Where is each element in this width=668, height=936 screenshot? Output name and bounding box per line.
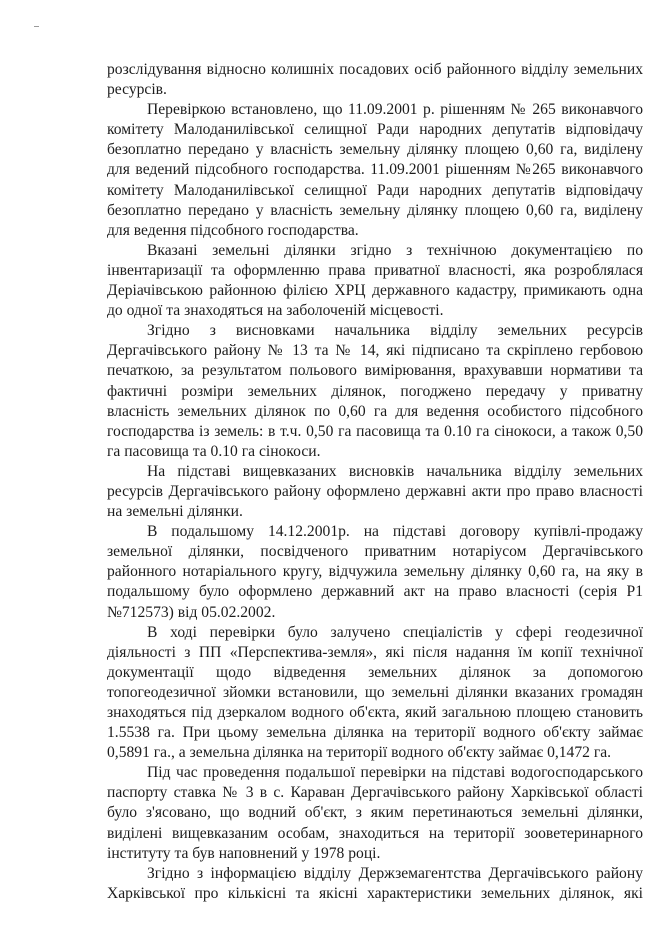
text-line: комітету Малоданилівської селищної Ради народних депутатів відповідачу (107, 121, 643, 139)
text-line: Згідно з висновками начальника відділу земельних ресурсів (147, 322, 643, 340)
text-line: для ведений підсобного господарства. 11.09.2001 рішенням №265 виконавчого (107, 161, 643, 179)
text-line: комітету Малоданилівської селищної Ради народних депутатів відповідачу (107, 181, 643, 199)
text-line: Перевіркою встановлено, що 11.09.2001 р. рішенням № 265 виконавчого (147, 101, 643, 119)
text-line: виділені вищевказаним особам, знаходиться на території зооветеринарного (107, 824, 643, 842)
text-line: районного нотаріального кругу, відчужила земельну ділянку 0,60 га, на яку в (107, 563, 643, 581)
paragraph (107, 60, 643, 100)
text-line: безоплатно передано у власність земельну ділянку площею 0,60 га, виділену (107, 141, 643, 159)
text-line: Деріачівською районною філією ХРЦ державного кадастру, примикають одна (107, 282, 643, 300)
text-line: до одної та знаходяться на заболоченій місцевості. (107, 302, 444, 320)
text-line: топогеодезичної зйомки встановили, що земельні ділянки вказаних громадян (107, 683, 643, 701)
text-line: паспорту ставка № 3 в с. Караван Дергачівського району Харківської області (107, 784, 643, 802)
text-line: Вказані земельні ділянки згідно з технічною документацією по (147, 241, 643, 259)
text-line: фактичні розміри земельних ділянок, погоджено передачу у приватну (107, 382, 643, 400)
paragraph (107, 241, 643, 321)
text-line: діяльності з ПП «Перспектива-земля», які після надання їм копії технічної (107, 643, 643, 661)
paragraph (107, 522, 643, 622)
paragraph (107, 864, 643, 904)
text-line: знаходяться під дзеркалом водного об'єкта, який загальною площею становить (107, 704, 643, 721)
text-line: безоплатно передано у власність земельну ділянку площею 0,60 га, виділену (107, 201, 643, 219)
text-line: інституту та був наповнений у 1978 році. (107, 844, 381, 862)
text-line: подальшому було оформлено державний акт на право власності (серія Р1 (107, 583, 643, 601)
text-line: печаткою, за результатом польового вимірювання, врахувавши нормативи та (107, 362, 643, 380)
text-line: В подальшому 14.12.2001р. на підставі договору купівлі-продажу (147, 523, 643, 541)
text-line: земельної ділянки, посвідченого приватним нотаріусом Дергачівського (107, 543, 643, 561)
paragraph (107, 462, 643, 522)
text-line: на земельні ділянки. (107, 503, 243, 521)
text-line: розслідування відносно колишніх посадових осіб районного відділу земельних (107, 61, 643, 78)
paragraph (107, 321, 643, 462)
text-line: інвентаризації та оформленню права приватної власності, яка розроблялася (107, 261, 643, 279)
text-line: 0,5891 га., а земельна ділянка на території водного об'єкту займає 0,1472 га. (107, 744, 612, 762)
text-line: Під час проведення подальшої перевірки на підставі водогосподарського (147, 764, 643, 782)
text-line: для ведення підсобного господарства. (107, 221, 359, 239)
text-line: документації щодо відведення земельних ділянок за допомогою (107, 663, 643, 681)
paragraph (107, 623, 643, 764)
paragraph (107, 763, 643, 863)
scan-artifact-mark (34, 26, 39, 27)
text-line: №712573) від 05.02.2002. (107, 603, 276, 621)
text-line: власність земельних ділянок по 0,60 га для ведення особистого підсобного (107, 402, 643, 420)
text-line: Дергачівського району № 13 та № 14, які підписано та скріплено гербовою (107, 342, 643, 360)
text-line: господарства із земель: в т.ч. 0,50 га пасовища та 0.10 га сінокоси, а також 0,50 (107, 422, 643, 440)
text-line: було з'ясовано, що водний об'єкт, з яким перетинаються земельні ділянки, (107, 804, 643, 822)
text-line: Харківської про кількісні та якісні характеристики земельних ділянок, які (107, 884, 643, 902)
text-line: ресурсів. (107, 81, 167, 99)
text-line: га пасовища та 0.10 га сінокоси. (107, 442, 321, 460)
document-body (107, 60, 643, 904)
text-line: На підставі вищевказаних висновків начальника відділу земельних (147, 462, 643, 480)
paragraph (107, 100, 643, 241)
text-line: 1.5538 га. При цьому земельна ділянка на території водного об'єкту займає (107, 724, 643, 742)
text-line: Згідно з інформацією відділу Держземагентства Дергачівського району (147, 864, 643, 882)
text-line: В ході перевірки було залучено спеціалістів у сфері геодезичної (147, 623, 643, 641)
text-line: ресурсів Дергачівського району оформлено державні акти про право власності (107, 482, 643, 500)
